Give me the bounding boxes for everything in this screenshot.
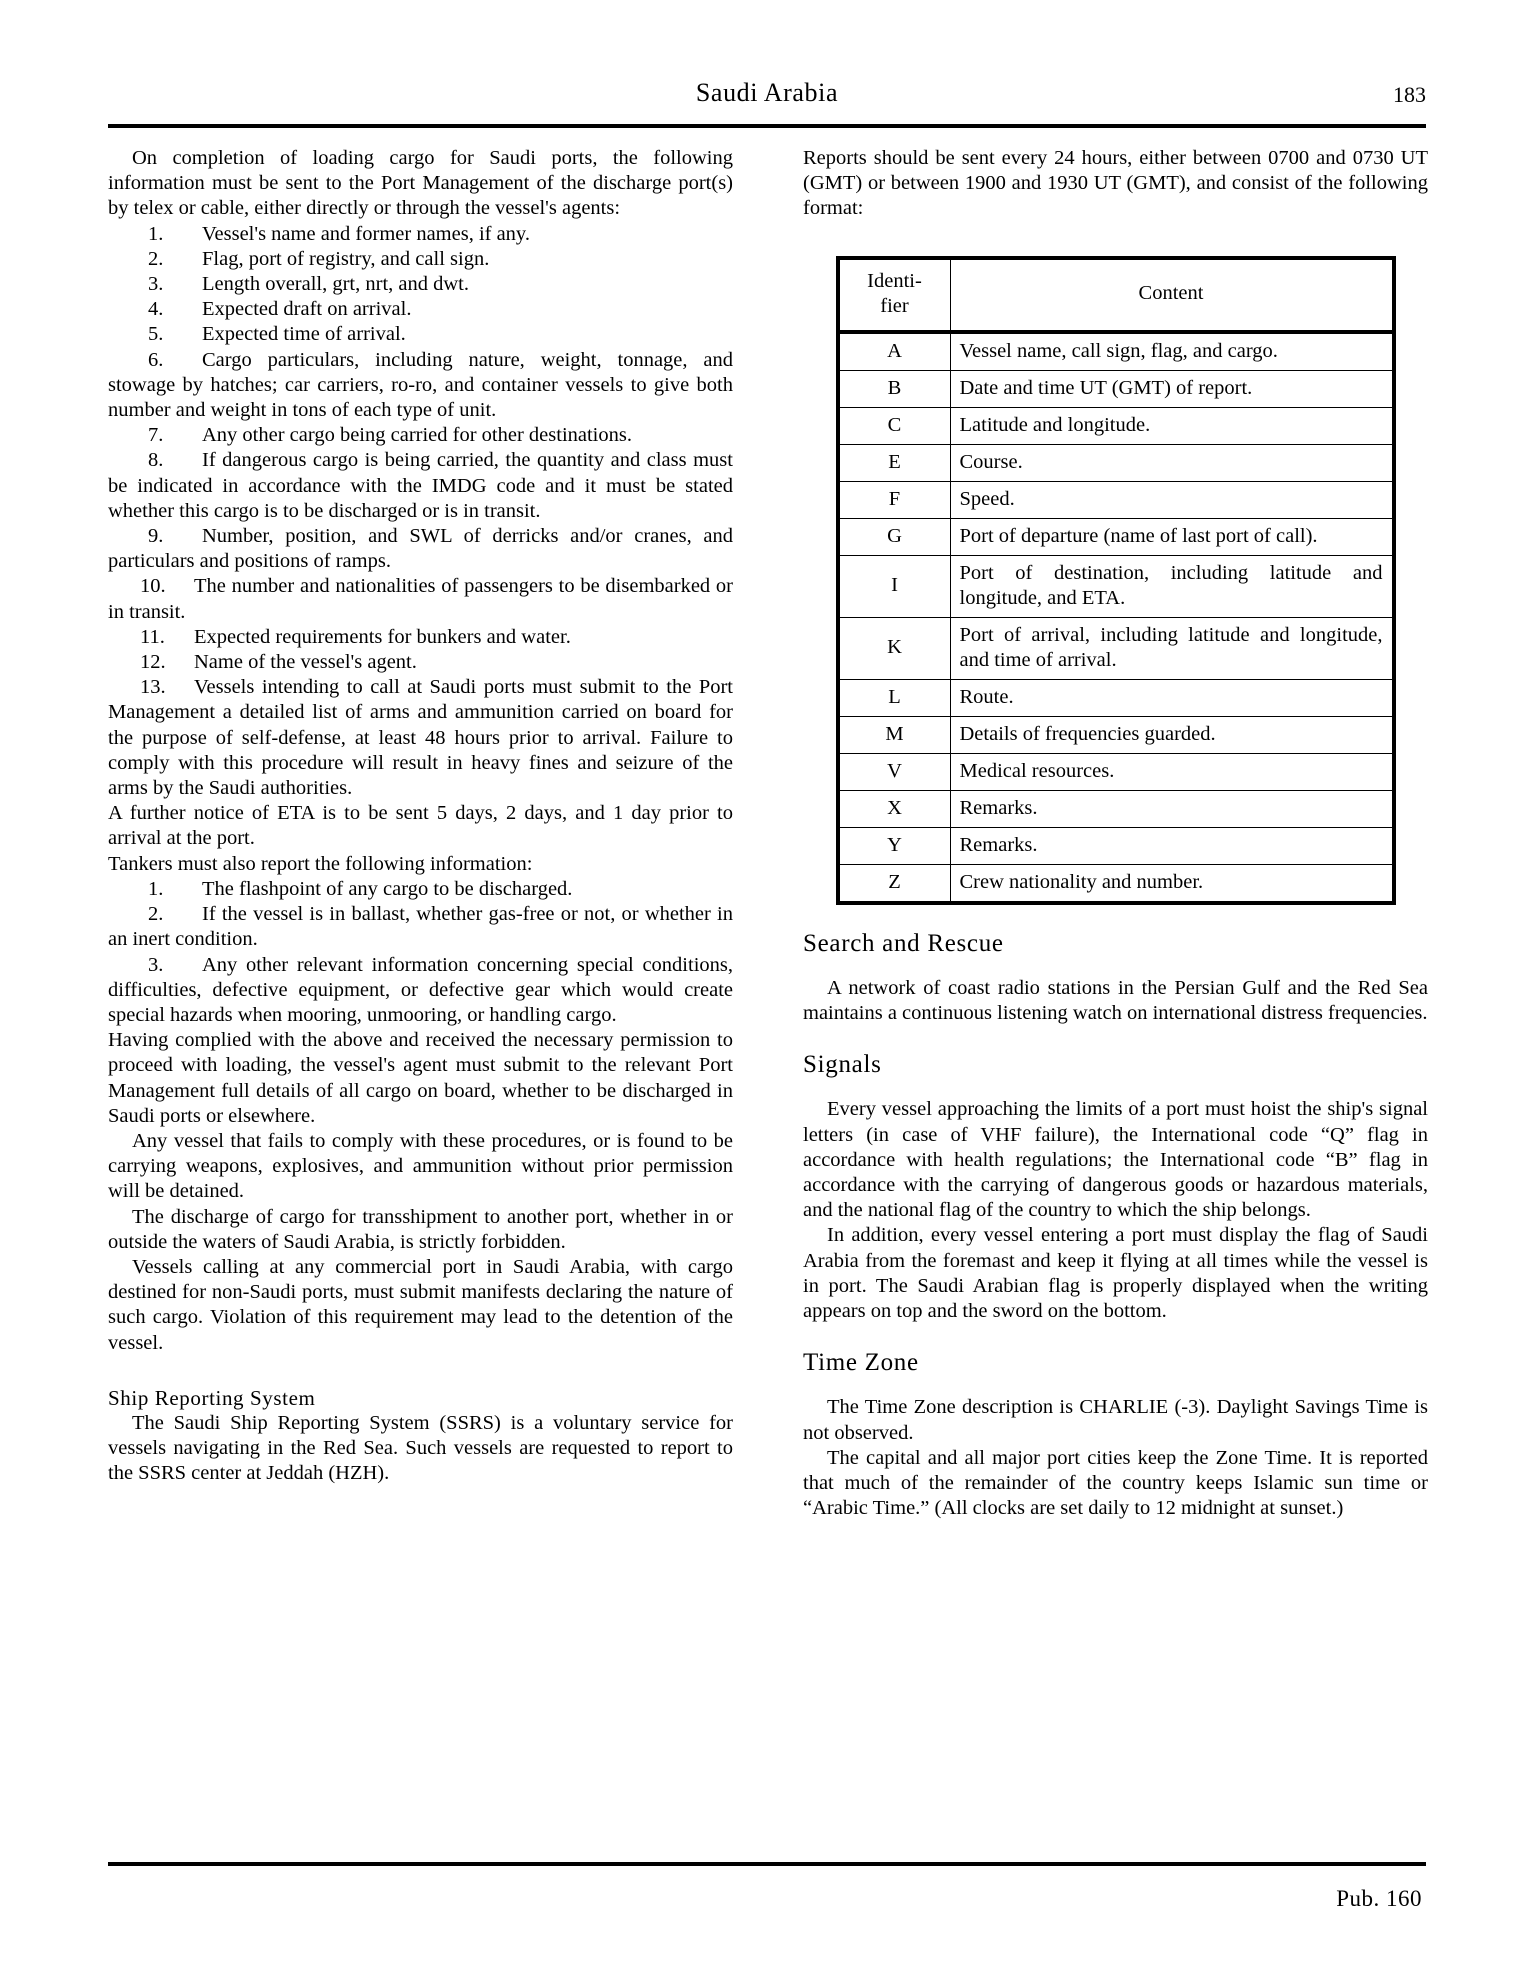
table-row [838,790,1394,827]
list-item [108,297,733,322]
reports-paragraph: Reports should be sent every 24 hours, either between 0700 and 0730 UT (GMT) or between 1900 and 1930 UT (GMT), and consist of the following format: [803,147,1428,220]
list-number: 13. [140,676,166,699]
list-text: Any other cargo being carried for other destinations. [202,424,632,447]
complied-paragraph: Having complied with the above and received the necessary permission to proceed with loading, the vessel's agent must submit to the relevant Port Management full details of all cargo on board, whether to be discharged in Saudi ports or elsewhere. [108,1029,733,1127]
report-format-table [836,256,1396,905]
cell-identifier: K [838,617,951,679]
cell-content: Port of destination, including latitude and longitude, and ETA. [950,555,1394,617]
right-column [803,146,1428,1521]
table-row [838,444,1394,481]
list-number: 11. [140,625,165,648]
list-text: Expected draft on arrival. [202,298,412,321]
cell-identifier: L [838,679,951,716]
table-row [838,617,1394,679]
list-item [108,650,733,675]
cell-content: Speed. [950,481,1394,518]
header-rule [108,124,1426,128]
cell-content: Remarks. [950,827,1394,864]
list-number: 5. [148,323,164,346]
running-head [108,78,1426,120]
list-number: 2. [148,903,164,926]
cell-content: Vessel name, call sign, flag, and cargo. [950,332,1394,371]
list-number: 1. [148,222,164,245]
cell-identifier: Z [838,864,951,903]
cell-identifier: F [838,481,951,518]
list-text: Name of the vessel's agent. [194,651,417,674]
cell-identifier: G [838,518,951,555]
time-zone-paragraph-2: The capital and all major port cities keep the Zone Time. It is reported that much of the remainder of the country keeps Islamic sun time or “Arabic Time.” (All clocks are set daily to 12 midnight at sunset.) [803,1446,1428,1520]
ship-reporting-system-body: The Saudi Ship Reporting System (SSRS) is a voluntary service for vessels navigating in the Red Sea. Such vessels are requested to report to the SSRS center at Jeddah (HZH). [108,1411,733,1485]
cell-content: Remarks. [950,790,1394,827]
list-item [108,877,733,902]
cell-identifier: Y [838,827,951,864]
table-row [838,370,1394,407]
list-text: Flag, port of registry, and call sign. [202,247,490,270]
list-number: 7. [148,424,164,447]
signals-paragraph-2: In addition, every vessel entering a port must display the flag of Saudi Arabia from the foremast and keep it flying at all times while the vessel is in port. The Saudi Arabian flag is properly displayed when the writing appears on top and the sword on the bottom. [803,1224,1428,1323]
header-identifier-line1: Identi- [867,269,922,292]
table-row [838,555,1394,617]
cell-content: Route. [950,679,1394,716]
list-item [108,322,733,347]
list-text: Vessel's name and former names, if any. [202,222,530,245]
footer-rule [108,1862,1426,1866]
list-item [108,247,733,272]
search-and-rescue-body: A network of coast radio stations in the Persian Gulf and the Red Sea maintains a continuous listening watch on international distress frequencies. [803,976,1428,1025]
page-title: Saudi Arabia [695,78,839,107]
table-row [838,827,1394,864]
list-text: Number, position, and SWL of derricks and/or cranes, and particulars and positions of ramps. [108,525,733,573]
table-row [838,716,1394,753]
cell-identifier: V [838,753,951,790]
list-number: 8. [148,449,164,472]
cell-identifier: C [838,407,951,444]
cell-identifier: M [838,716,951,753]
list-item [108,953,733,1029]
list-item [108,423,733,448]
list-item [108,675,733,801]
list-text: The number and nationalities of passengers to be disembarked or in transit. [108,575,733,623]
list-item [108,222,733,247]
list-number: 3. [148,953,164,976]
list-number: 1. [148,877,164,900]
list-text: Cargo particulars, including nature, weight, tonnage, and stowage by hatches; car carriers, ro-ro, and container vessels to give both number and weight in tons of each type of unit. [108,348,733,422]
list-item [108,448,733,524]
intro-paragraph: On completion of loading cargo for Saudi ports, the following information must be sent to the Port Management of the discharge port(s) by telex or cable, either directly or through the vessel's agents: [108,147,733,220]
cell-content: Medical resources. [950,753,1394,790]
cell-content: Course. [950,444,1394,481]
header-identifier-line2: fier [880,294,909,317]
cell-content: Details of frequencies guarded. [950,716,1394,753]
column-header-content: Content [950,258,1394,332]
cell-identifier: A [838,332,951,371]
table-row [838,864,1394,903]
search-and-rescue-heading: Search and Rescue [803,929,1004,957]
time-zone-paragraph-1: The Time Zone description is CHARLIE (-3). Daylight Savings Time is not observed. [803,1396,1428,1444]
table-head [838,258,1394,332]
list-text: Expected time of arrival. [202,323,406,346]
cell-content: Date and time UT (GMT) of report. [950,370,1394,407]
list-item [108,524,733,574]
table-row [838,679,1394,716]
transshipment-paragraph: The discharge of cargo for transshipment to another port, whether in or outside the waters of Saudi Arabia, is strictly forbidden. [108,1205,733,1253]
list-number: 2. [148,247,164,270]
report-format-table-wrapper [803,256,1428,905]
signals-heading: Signals [803,1051,882,1079]
cell-identifier: I [838,555,951,617]
list-number: 12. [140,651,166,674]
cell-content: Crew nationality and number. [950,864,1394,903]
list-text: If dangerous cargo is being carried, the quantity and class must be indicated in accordance with the IMDG code and it must be stated whether this cargo is to be discharged or is in transit. [108,449,733,522]
tankers-lead-paragraph: Tankers must also report the following information: [108,852,533,875]
table-row [838,753,1394,790]
list-text: The flashpoint of any cargo to be discharged. [202,877,573,900]
cell-identifier: X [838,790,951,827]
cell-identifier: E [838,444,951,481]
list-text: Any other relevant information concerning special conditions, difficulties, defective equipment, or defective gear which would create special hazards when mooring, unmooring, or handling cargo. [108,953,733,1026]
list-item [108,902,733,952]
cell-content: Latitude and longitude. [950,407,1394,444]
list-number: 4. [148,298,164,321]
table-row [838,481,1394,518]
list-number: 9. [148,525,164,548]
list-number: 10. [140,575,166,598]
list-text: If the vessel is in ballast, whether gas-free or not, or whether in an inert condition. [108,903,733,951]
cell-content: Port of departure (name of last port of call). [950,518,1394,555]
eta-notice-paragraph: A further notice of ETA is to be sent 5 days, 2 days, and 1 day prior to arrival at the port. [108,802,733,850]
list-number: 6. [148,348,164,371]
fails-to-comply-paragraph: Any vessel that fails to comply with these procedures, or is found to be carrying weapons, explosives, and ammunition without prior permission will be detained. [108,1129,733,1203]
list-item [108,574,733,624]
list-text: Vessels intending to call at Saudi ports must submit to the Port Management a detailed list of arms and ammunition carried on board for the purpose of self-defense, at least 48 hours prior to arrival. Failure to comply with this procedure will result in heavy fines and seizure of the arms by the Saudi authorities. [108,676,733,800]
table-row [838,332,1394,371]
table-row [838,518,1394,555]
list-text: Length overall, grt, nrt, and dwt. [202,273,470,296]
two-column-body [108,146,1428,1806]
ship-reporting-system-heading: Ship Reporting System [108,1385,316,1410]
column-header-identifier [838,258,951,332]
left-column [108,146,733,1487]
signals-paragraph-1: Every vessel approaching the limits of a port must hoist the ship's signal letters (in case of VHF failure), the International code “Q” flag in accordance with health regulations; the International code “B” flag in accordance with the carrying of dangerous goods or hazardous materials, and the national flag of the country to which the ship belongs. [803,1098,1428,1222]
manifests-paragraph: Vessels calling at any commercial port in Saudi Arabia, with cargo destined for non-Saudi ports, must submit manifests declaring the nature of such cargo. Violation of this requirement may lead to the detention of the vessel. [108,1255,733,1354]
list-item [108,348,733,424]
time-zone-heading: Time Zone [803,1349,919,1377]
list-item [108,272,733,297]
cell-content: Port of arrival, including latitude and longitude, and time of arrival. [950,617,1394,679]
cell-identifier: B [838,370,951,407]
list-item [108,625,733,650]
table-header-row [838,258,1394,332]
table-body [838,332,1394,903]
publication-label: Pub. 160 [1336,1886,1422,1911]
list-text: Expected requirements for bunkers and water. [194,625,571,648]
table-row [838,407,1394,444]
list-number: 3. [148,273,164,296]
page-number: 183 [1393,82,1426,107]
